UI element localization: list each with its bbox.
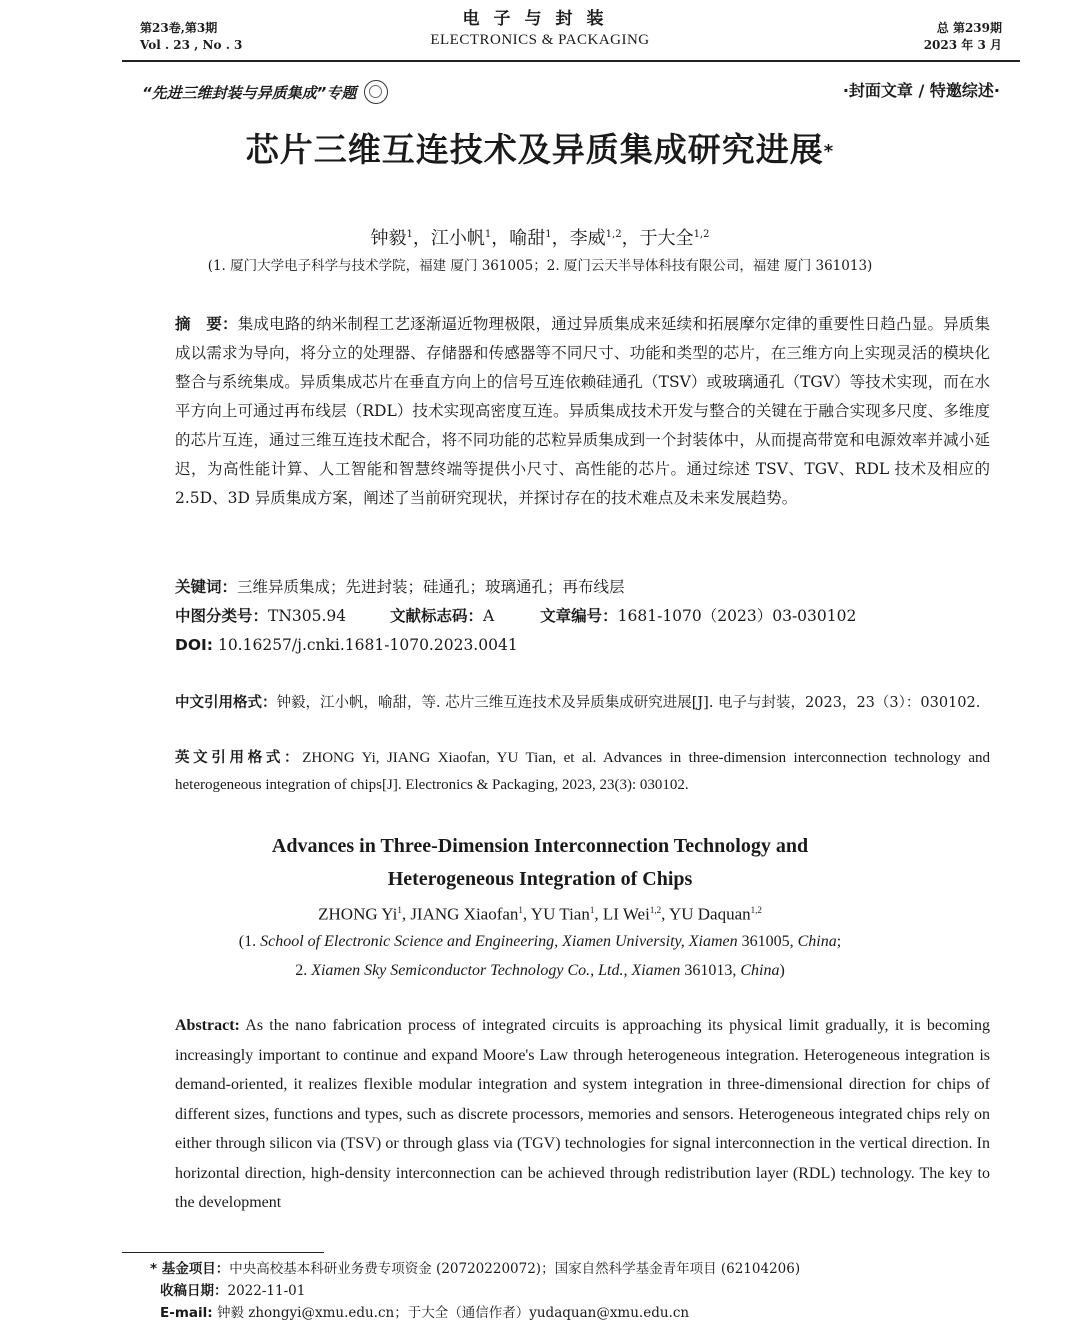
affiliation-en-postcode2: 361013, xyxy=(680,962,741,979)
affiliation-en-country2: China xyxy=(740,962,780,979)
author-affiliation-mark: 1 xyxy=(406,229,413,240)
author-name: 江小帆 xyxy=(430,228,485,249)
footnote-email xyxy=(150,1302,1020,1324)
author-affiliation-mark: 1 xyxy=(518,905,523,915)
doi-label: DOI: xyxy=(175,636,214,654)
citation-cn xyxy=(175,690,990,717)
author-list-cn xyxy=(0,222,1080,252)
citation-en-label: 英文引用格式： xyxy=(175,750,303,766)
author-affiliation-mark: 1 xyxy=(589,905,595,915)
author-name: LI Wei xyxy=(602,904,650,924)
header-rule xyxy=(122,60,1020,62)
author-affiliation-mark: 1,2 xyxy=(605,229,622,240)
author-affiliation-mark: 1 xyxy=(545,229,552,240)
author-separator: , xyxy=(594,904,603,924)
header-date: 2023 年 3 月 xyxy=(923,38,1002,52)
author-affiliation-mark: 1 xyxy=(484,229,492,240)
fund-text: 中央高校基本科研业务费专项资金 (20720220072)；国家自然科学基金青年项目 (62104206) xyxy=(229,1261,801,1277)
footnote-received xyxy=(150,1280,1020,1302)
affiliation-en-inst2: Xiamen Sky Semiconductor Technology Co., Ltd., Xiamen xyxy=(311,962,681,979)
clc-label: 中图分类号： xyxy=(175,607,269,625)
article-title-en-line2: Heterogeneous Integration of Chips xyxy=(387,868,693,890)
received-date: 2022-11-01 xyxy=(227,1283,306,1299)
journal-name-en: ELECTRONICS & PACKAGING xyxy=(430,32,650,48)
special-topic-text: “先进三维封装与异质集成”专题 xyxy=(142,83,357,102)
author-separator: ， xyxy=(491,228,510,249)
affiliation-en-close: ) xyxy=(779,962,785,979)
abstract-en-text: As the nano fabrication process of integrated circuits is approaching its physical limit gradually, it is becoming increasingly important to continue and expand Moore's Law through heterogeneous integration. Heterogeneous integration is demand-oriented, it realizes flexible modular integration and system integration in three-dimensional direction for chips of different sizes, functions and types, such as discrete processors, memories and sensors. Heterogeneous integrated chips rely on either through silicon via (TSV) or through glass via (TGV) technologies for signal interconnection in the vertical direction. In horizontal direction, high-density interconnection can be achieved through redistribution layer (RDL) technology. The key to the development xyxy=(175,1017,990,1211)
header-total-issue: 总 第239期 xyxy=(936,21,1002,35)
footnote-fund xyxy=(150,1258,1020,1280)
special-topic-label xyxy=(142,80,388,104)
doi-line xyxy=(175,631,990,660)
article-title xyxy=(0,127,1080,173)
abstract-cn-label: 摘 要： xyxy=(175,315,238,333)
header-volume-cn: 第23卷,第3期 xyxy=(140,21,218,35)
affiliation-en-open: (1. xyxy=(238,933,261,950)
author-affiliation-mark: 1,2 xyxy=(693,229,710,240)
author-name: 钟毅 xyxy=(370,228,407,249)
author-name: ZHONG Yi xyxy=(318,904,398,924)
author-separator: ， xyxy=(621,228,640,249)
abstract-en xyxy=(175,1011,990,1218)
citation-cn-text: 钟毅，江小帆，喻甜，等. 芯片三维互连技术及异质集成研究进展[J]. 电子与封装，2023，23（3）：030102. xyxy=(276,695,981,711)
column-label: ·封面文章 / 特邀综述· xyxy=(842,81,1000,100)
footnote xyxy=(150,1258,1020,1324)
header-journal xyxy=(0,8,1080,50)
article-number-label: 文章编号： xyxy=(540,607,618,625)
title-footnote-mark: * xyxy=(823,141,835,162)
author-separator: , xyxy=(401,904,411,924)
footnote-rule xyxy=(122,1252,324,1253)
received-label: 收稿日期： xyxy=(160,1283,228,1299)
affiliation-en-num2: 2. xyxy=(295,962,312,979)
article-title-en-line1: Advances in Three-Dimension Interconnection Technology and xyxy=(271,835,809,857)
doc-code-label: 文献标志码： xyxy=(390,607,484,625)
keywords-label: 关键词： xyxy=(175,578,238,596)
journal-name-cn: 电子与封装 xyxy=(462,9,618,29)
article-title-text: 芯片三维互连技术及异质集成研究进展 xyxy=(245,130,824,169)
author-name: YU Daquan xyxy=(668,904,751,924)
author-separator: , xyxy=(661,904,669,924)
citation-en-text: ZHONG Yi, JIANG Xiaofan, YU Tian, et al. Advances in three-dimension interconnection technology and heterogeneous integration of chips[J]. Electronics & Packaging, 2023, 23(3): 030102. xyxy=(175,750,991,793)
author-name: YU Tian xyxy=(530,904,590,924)
fund-label: * 基金项目： xyxy=(150,1261,230,1277)
doc-code-value: A xyxy=(483,607,495,625)
affiliation-en xyxy=(0,927,1080,985)
author-name: 于大全 xyxy=(639,228,694,249)
header-issue xyxy=(924,20,1002,54)
affiliation-en-line1 xyxy=(0,927,1080,956)
article-number-value: 1681-1070（2023）03-030102 xyxy=(617,607,857,625)
affiliation-en-country1: China xyxy=(797,933,837,950)
header-volume-en: Vol . 23 , No . 3 xyxy=(140,38,243,52)
citation-cn-label: 中文引用格式： xyxy=(175,695,277,711)
author-list-en xyxy=(0,898,1080,927)
author-name: 喻甜 xyxy=(509,228,546,249)
affiliation-en-postcode1: 361005, xyxy=(737,933,798,950)
author-affiliation-mark: 1,2 xyxy=(750,905,762,915)
article-title-en xyxy=(0,830,1080,896)
author-separator: ， xyxy=(551,228,570,249)
author-separator: ， xyxy=(412,228,431,249)
author-separator: , xyxy=(522,904,531,924)
keywords xyxy=(175,573,990,602)
doi-value: 10.16257/j.cnki.1681-1070.2023.0041 xyxy=(217,636,518,654)
author-affiliation-mark: 1,2 xyxy=(649,905,662,915)
affiliation-en-inst1: School of Electronic Science and Engineering, Xiamen University, Xiamen xyxy=(260,933,738,950)
abstract-en-label: Abstract: xyxy=(175,1017,240,1034)
author-name: JIANG Xiaofan xyxy=(410,904,519,924)
abstract-cn xyxy=(175,310,990,513)
affiliation-cn: (1. 厦门大学电子科学与技术学院，福建 厦门 361005；2. 厦门云天半导体科技有限公司，福建 厦门 361013) xyxy=(207,258,873,274)
author-name: 李威 xyxy=(569,228,606,249)
clc-value: TN305.94 xyxy=(268,607,347,625)
citation-en xyxy=(175,745,990,799)
seal-icon xyxy=(364,80,388,104)
abstract-cn-text: 集成电路的纳米制程工艺逐渐逼近物理极限，通过异质集成来延续和拓展摩尔定律的重要性日趋凸显。异质集成以需求为导向，将分立的处理器、存储器和传感器等不同尺寸、功能和类型的芯片，在三维方向上实现灵活的模块化整合与系统集成。异质集成芯片在垂直方向上的信号互连依赖硅通孔（TSV）或玻璃通孔（TGV）等技术实现，而在水平方向上可通过再布线层（RDL）技术实现高密度互连。异质集成技术开发与整合的关键在于融合实现多尺度、多维度的芯片互连，通过三维互连技术配合，将不同功能的芯粒异质集成到一个封装体中，从而提高带宽和电源效率并减小延迟，为高性能计算、人工智能和智慧终端等提供小尺寸、高性能的芯片。通过综述 TSV、TGV、RDL 技术及相应的 2.5D、3D 异质集成方案，阐述了当前研究现状，并探讨存在的技术难点及未来发展趋势。 xyxy=(175,315,990,507)
affiliation-en-line2 xyxy=(0,956,1080,985)
classification-line xyxy=(175,602,990,631)
email-label: E-mail: xyxy=(160,1305,213,1321)
author-affiliation-mark: 1 xyxy=(397,905,402,915)
affiliation-en-sep: ; xyxy=(836,933,842,950)
email-text: 钟毅 zhongyi@xmu.edu.cn；于大全（通信作者）yudaquan@xmu.edu.cn xyxy=(216,1305,690,1321)
keywords-text: 三维异质集成；先进封装；硅通孔；玻璃通孔；再布线层 xyxy=(237,578,625,596)
